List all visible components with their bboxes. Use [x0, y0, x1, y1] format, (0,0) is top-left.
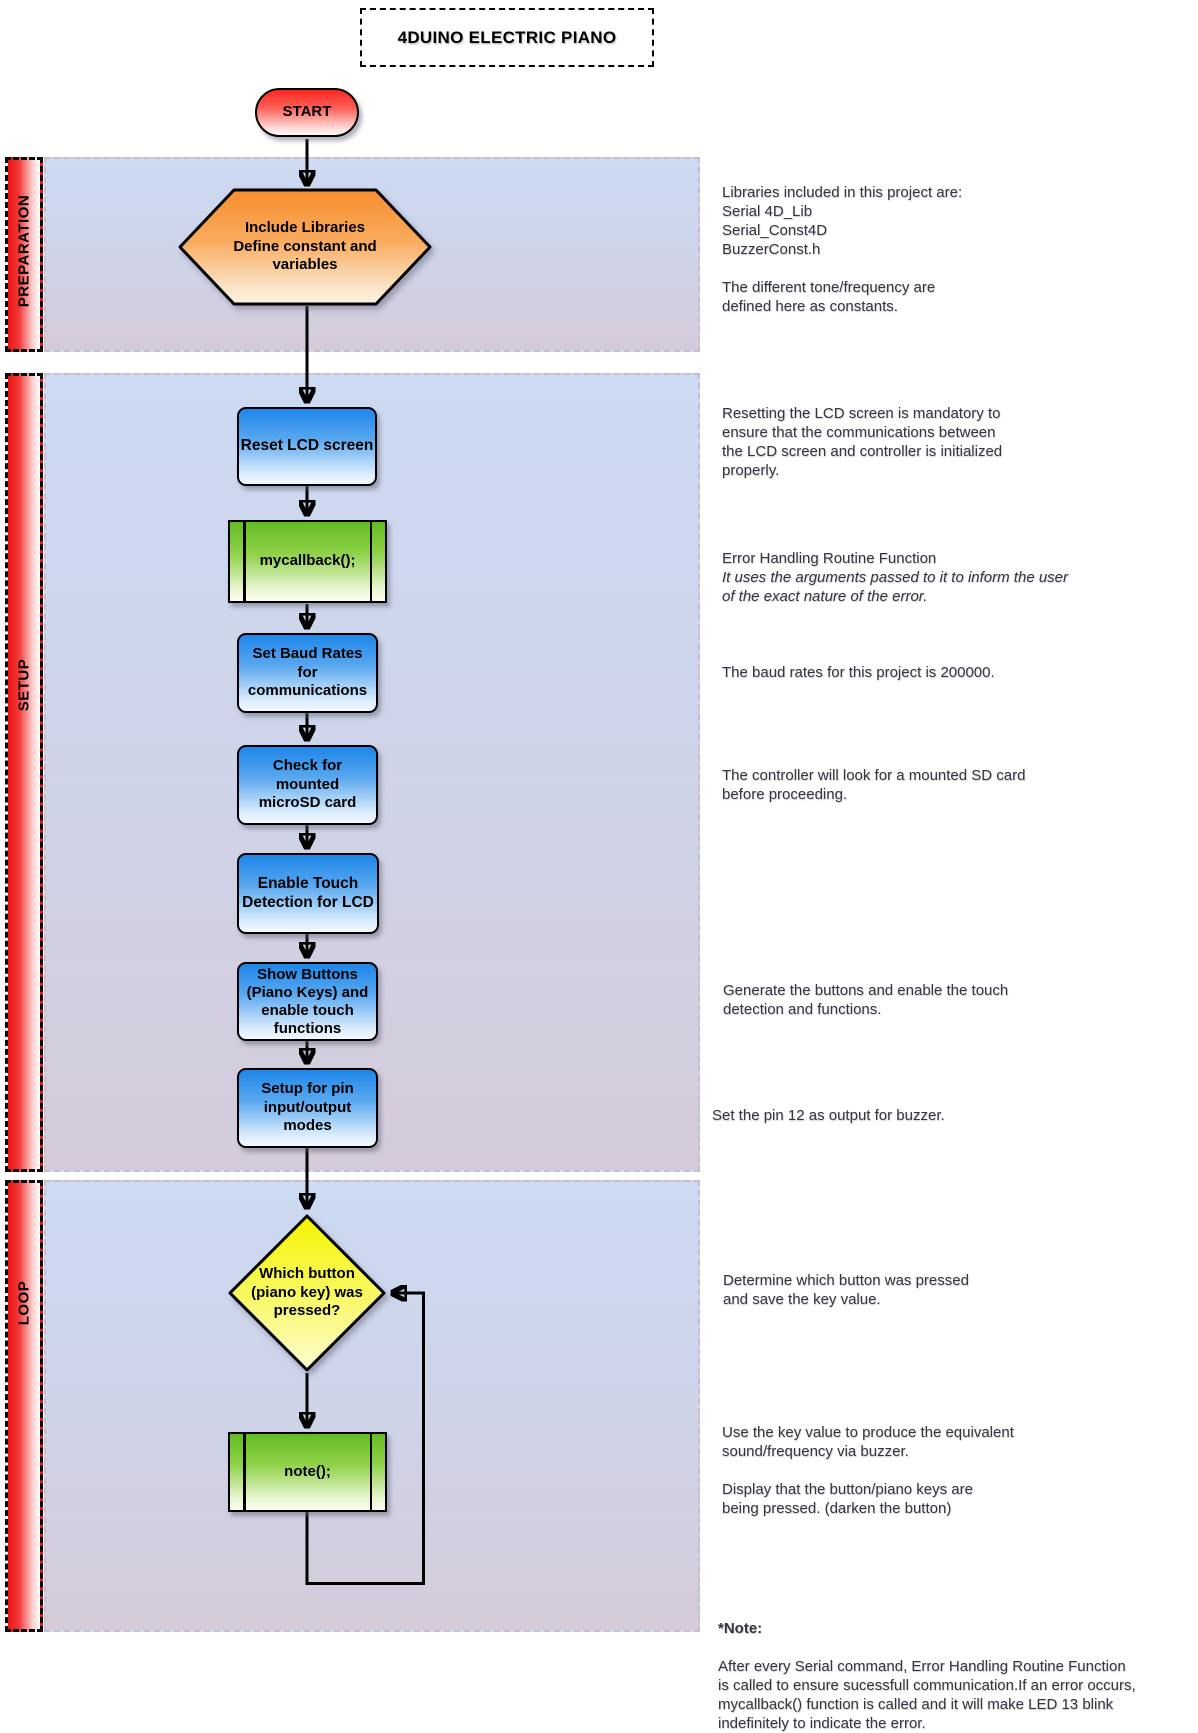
which-button-label: Which button (piano key) was pressed? [251, 1265, 363, 1320]
setup-label-text: SETUP [15, 659, 33, 712]
annotation-footnote [718, 1600, 1192, 1733]
loop-section-label [5, 1180, 43, 1632]
note-function-node [228, 1432, 387, 1512]
annotation-sd-card: The controller will look for a mounted SD card before proceeding. [722, 767, 1026, 803]
mycallback-label: mycallback(); [259, 552, 356, 570]
annotation-libraries: Libraries included in this project are: Serial 4D_Lib Serial_Const4D BuzzerConst.h The different tone/frequency are defined here as constants. [722, 184, 963, 315]
annotation-error-title: Error Handling Routine Function [722, 550, 937, 567]
diagram-title-box [360, 8, 654, 67]
setup-pins-label: Setup for pin input/output modes [261, 1080, 354, 1135]
annotation-error-detail: It uses the arguments passed to it to inform the user of the exact nature of the error. [722, 569, 1069, 605]
set-baud-label: Set Baud Rates for communications [247, 645, 368, 700]
diagram-title: 4DUINO ELECTRIC PIANO [397, 27, 617, 47]
show-buttons-node [237, 962, 378, 1041]
start-node [255, 88, 359, 137]
preparation-label-text: PREPARATION [15, 194, 33, 307]
show-buttons-label: Show Buttons (Piano Keys) and enable touch functions [246, 965, 369, 1037]
enable-touch-label: Enable Touch Detection for LCD [242, 875, 374, 911]
check-sd-node [237, 745, 378, 825]
annotation-pin-output: Set the pin 12 as output for buzzer. [712, 1107, 945, 1124]
enable-touch-node [237, 853, 379, 934]
setup-section-label [5, 373, 43, 1172]
include-libraries-node [178, 188, 432, 306]
check-sd-label: Check for mounted microSD card [258, 757, 357, 812]
note-function-label: note(); [284, 1462, 331, 1480]
which-button-decision-node [227, 1213, 387, 1373]
reset-lcd-node [237, 407, 377, 486]
annotation-footnote-title: *Note: [718, 1620, 763, 1637]
start-node-label: START [282, 103, 332, 121]
annotation-determine-button: Determine which button was pressed and save the key value. [723, 1272, 969, 1308]
annotation-baud-rate: The baud rates for this project is 200000. [722, 664, 995, 681]
annotation-reset-lcd: Resetting the LCD screen is mandatory to ensure that the communications between the LCD screen and controller is initialized properly. [722, 405, 1003, 479]
set-baud-node [237, 633, 378, 713]
annotation-error-handling [722, 530, 1068, 625]
reset-lcd-label: Reset LCD screen [240, 437, 374, 455]
annotation-footnote-body: After every Serial command, Error Handling Routine Function is called to ensure sucessfull communication.If an error occurs, mycallback() function is called and it will make LED 13 blink indefinitely to indicate the error. [718, 1658, 1136, 1732]
setup-pins-node [237, 1068, 378, 1148]
annotation-use-key-value: Use the key value to produce the equivalent sound/frequency via buzzer. Display that the button/piano keys are being pressed. (darken the button) [722, 1424, 1014, 1517]
preparation-section-label [5, 157, 43, 352]
loop-label-text: LOOP [15, 1281, 33, 1326]
include-libraries-label: Include Libraries Define constant and variables [233, 219, 377, 274]
annotation-generate-buttons: Generate the buttons and enable the touch detection and functions. [723, 982, 1009, 1018]
mycallback-node [228, 520, 387, 603]
